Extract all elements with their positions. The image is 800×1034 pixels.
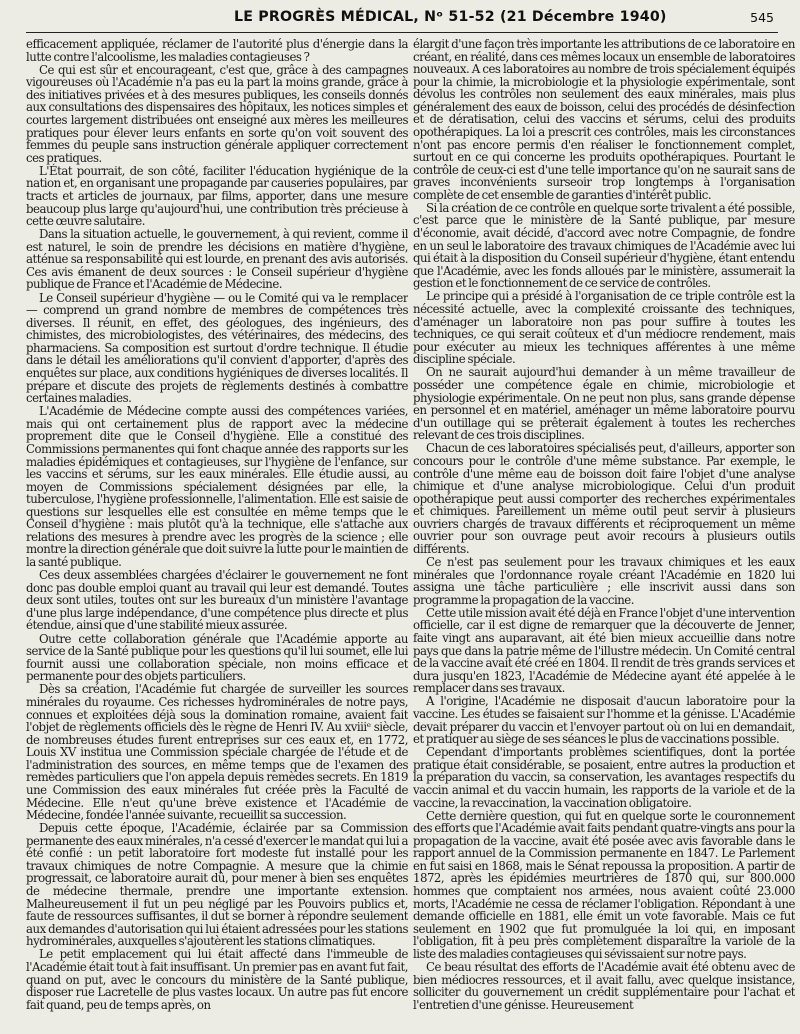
right-column [413,38,795,1028]
paragraph: Le Conseil supérieur d'hygiène — ou le Comité qui va le remplacer — comprend un grand nombre de membres de compétences très diverses. Il réunit, en effet, des géologues, des ingénieurs, des chimistes, des microbiologistes, des vétérinaires, des médecins, des pharmaciens. Sa composition est surtout d'ordre technique. Il étudie dans le détail les améliorations qu'il convient d'apporter, d'après des enquêtes sur place, aux conditions hygiéniques de diverses localités. Il prépare et discute des projets de règlements destinés à combattre certaines maladies. [26,290,408,406]
paragraph: Chacun de ces laboratoires spécialisés peut, d'ailleurs, apporter son concours pour le contrôle d'une même substance. Par exemple, le contrôle d'une même eau de boisson doit faire l'objet d'une analyse chimique et d'une analyse microbiologique. Celui d'un produit opothérapique peut aussi comporter des recherches expérimentales et chimiques. Pareillement un même outil peut servir à plusieurs ouvriers chargés de travaux différents et réciproquement un même ouvrier pour son ouvrage peut avoir recours à plusieurs outils différents. [413,441,795,556]
paragraph: L'Académie de Médecine compte aussi des compétences variées, mais qui ont certainement plus de rapport avec la médecine proprement dite que le Conseil d'hygiène. Elle a constitué des Commissions permanentes qui font chaque année des rapports sur les maladies épidémiques et contagieuses, sur l'hygiène de l'enfance, sur les vaccins et sérums, sur les eaux minérales. Elle étudie aussi, au moyen de Commissions spécialement désignées par elle, la tuberculose, l'hygiène professionnelle, l'alimentation. Elle est saisie de questions sur lesquelles elle est consultée en même temps que le Conseil d'hygiène : mais plutôt qu'à la technique, elle s'attache aux relations des mesures à prendre avec les progrès de la science ; elle montre la direction générale que doit suivre la lutte pour le maintien de la santé publique. [26,404,408,570]
paragraph: Ces deux assemblées chargées d'éclairer le gouvernement ne font donc pas double emploi quant au travail qui leur est demandé. Toutes deux sont utiles, toutes ont sur les bureaux d'un ministère l'avantage d'une plus large indépendance, d'une compétence plus directe et plus étendue, ainsi que d'une stabilité mieux assurée. [26,568,408,633]
paragraph: A l'origine, l'Académie ne disposait d'aucun laboratoire pour la vaccine. Les études se faisaient sur l'homme et la génisse. L'Académie devait préparer du vaccin et l'envoyer partout où on lui en demandait, et pratiquer au siège de ses séances le plus de vaccinations possible. [413,694,795,747]
paragraph: Cette utile mission avait été déjà en France l'objet d'une intervention officielle, car il est digne de remarquer que la découverte de Jenner, faite vingt ans auparavant, ait été bien mieux accueillie dans notre pays que dans la patrie même de l'illustre médecin. Un Comité central de la vaccine avait été créé en 1804. Il rendit de très grands services et dura jusqu'en 1823, l'Académie de Médecine ayant été appelée à le remplacer dans ses travaux. [413,605,795,696]
paragraph: Outre cette collaboration générale que l'Académie apporte au service de la Santé publique pour les questions qu'il lui soumet, elle lui fournit aussi une collaboration spéciale, non moins efficace et permanente pour des objets particuliers. [26,631,408,684]
paragraph: Dans la situation actuelle, le gouvernement, à qui revient, comme il est naturel, le soin de prendre les décisions en matière d'hygiène, atténue sa responsabilité qui est lourde, en prenant des avis autorisés. Ces avis émanent de deux sources : le Conseil supérieur d'hygiène publique de France et l'Académie de Médecine. [26,227,408,292]
paragraph: élargit d'une façon très importante les attributions de ce laboratoire en créant, en réalité, dans ces mêmes locaux un ensemble de laboratoires nouveaux. A ces laboratoires au nombre de trois spécialement équipés pour la chimie, la microbiologie et la physiologie expérimentale, sont dévolus les contrôles non seulement des eaux minérales, mais plus généralement des eaux de boisson, celui des procédés de désinfection et de dératisation, celui des vaccins et sérums, celui des produits opothérapiques. La loi a prescrit ces contrôles, mais les circonstances n'ont pas encore permis d'en réaliser le fonctionnement complet, surtout en ce qui concerne les produits opothérapiques. Pourtant le contrôle de ceux-ci est d'une telle importance qu'on ne saurait sans de graves inconvénients surseoir trop longtemps à l'organisation complète de cet ensemble de garanties d'intérêt public. [413,38,795,202]
paragraph: Dès sa création, l'Académie fut chargée de surveiller les sources minérales du royaume. Ces richesses hydrominérales de notre pays, connues et exploitées déjà sous la domination romaine, avaient fait l'objet de règlements officiels dès le règne de Henri IV. Au xviiiᵉ siècle, de nombreuses études furent entreprises sur ces eaux et, en 1772, Louis XV institua une Commission spéciale chargée de l'étude et de l'administration des sources, en même temps que de l'examen des remèdes particuliers que l'on appela depuis remèdes secrets. En 1819 une Commission des eaux minérales fut créée près la Faculté de Médecine. Elle n'eut qu'une brève existence et l'Académie de Médecine, fondée l'année suivante, recueillit sa succession. [26,682,408,823]
paragraph: On ne saurait aujourd'hui demander à un même travailleur de posséder une compétence égale en chimie, microbiologie et physiologie expérimentale. On ne peut non plus, sans grande dépense en personnel et en matériel, aménager un même laboratoire pourvu d'un outillage qui se prêterait également à toutes les recherches relevant de ces trois disciplines. [413,365,795,443]
paragraph: Cette dernière question, qui fut en quelque sorte le couronnement des efforts que l'Académie avait faits pendant quatre-vingts ans pour la propagation de la vaccine, avait été posée avec avis favorable dans le rapport annuel de la Commission permanente en 1847. Le Parlement en fut saisi en 1868, mais le Sénat repoussa la proposition. A partir de 1872, après les épidémies meurtrières de 1870 qui, sur 800.000 hommes que comptaient nos armées, nous avaient coûté 23.000 morts, l'Académie ne cessa de réclamer l'obligation. Répondant à une demande officielle en 1881, elle émit un vote favorable. Mais ce fut seulement en 1902 que fut promulguée la loi qui, en imposant l'obligation, fit à peu près complètement disparaître la variole de la liste des maladies contagieuses qui sévissaient sur notre pays. [413,808,795,961]
paragraph: efficacement appliquée, réclamer de l'autorité plus d'énergie dans la lutte contre l'alcoolisme, les maladies contagieuses ? [26,38,408,64]
paragraph: Ce beau résultat des efforts de l'Académie avait été obtenu avec de bien médiocres ressources, et il avait fallu, avec quelque insistance, solliciter du gouvernement un crédit supplémentaire pour l'achat et l'entretien d'une génisse. Heureusement [413,960,795,1012]
paragraph: Depuis cette époque, l'Académie, éclairée par sa Commission permanente des eaux minérales, n'a cessé d'exercer le mandat qui lui a été confié : un petit laboratoire fort modeste fut installé pour les travaux chimiques de notre Compagnie. A mesure que la chimie progressait, ce laboratoire aurait dû, pour mener à bien ses enquêtes de médecine thermale, prendre une importante extension. Malheureusement il fut un peu négligé par les Pouvoirs publics et, faute de ressources suffisantes, il dut se borner à répondre seulement aux demandes d'autorisation qui lui étaient adressées pour les stations hydrominérales, auxquelles s'ajoutèrent les stations climatiques. [26,821,408,949]
paragraph: Le principe qui a présidé à l'organisation de ce triple contrôle est la nécessité actuelle, avec la complexité croissante des techniques, d'aménager un laboratoire non pas pour suffire à toutes les techniques, ce qui serait coûteux et d'un médiocre rendement, mais pour exécuter au mieux les techniques afférentes à une même discipline spéciale. [413,289,795,367]
paragraph: Si la création de ce contrôle en quelque sorte trivalent a été possible, c'est parce que le ministère de la Santé publique, par mesure d'économie, avait décidé, d'accord avec notre Compagnie, de fondre en un seul le laboratoire des travaux chimiques de l'Académie avec lui qui était à la disposition du Conseil supérieur d'hygiène, étant entendu que l'Académie, avec les fonds alloués par le ministère, assumerait la gestion et le fonctionnement de ce service de contrôles. [413,200,795,291]
paragraph: Cependant d'importants problèmes scientifiques, dont la portée pratique était considérable, se posaient, entre autres la production et la préparation du vaccin, sa conservation, les avantages respectifs du vaccin animal et du vaccin humain, les rapports de la variole et de la vaccine, la revaccination, la vaccination obligatoire. [413,745,795,810]
page-number: 545 [750,10,774,25]
paragraph: L'État pourrait, de son côté, faciliter l'éducation hygiénique de la nation et, en organisant une propagande par causeries populaires, par tracts et articles de journaux, par films, apporter, dans une mesure beaucoup plus large qu'aujourd'hui, une contribution très précieuse à cette œuvre salutaire. [26,163,408,229]
paragraph: Le petit emplacement qui lui était affecté dans l'immeuble de l'Académie était tout à fait insuffisant. Un premier pas en avant fut fait, quand on put, avec le concours du ministère de la Santé publique, disposer rue Lacretelle de plus vastes locaux. Un autre pas fut encore fait quand, peu de temps après, on [26,947,408,1012]
paragraph: Ce n'est pas seulement pour les travaux chimiques et les eaux minérales que l'ordonnance royale créant l'Académie en 1820 lui assigna une tâche particulière ; elle inscrivit aussi dans son programme la propagation de la vaccine. [413,555,795,607]
paragraph: Ce qui est sûr et encourageant, c'est que, grâce à des campagnes vigoureuses où l'Académie n'a pas eu la part la moins grande, grâce à des initiatives privées et à des mesures publiques, les conseils donnés aux consultations des dispensaires des hôpitaux, les notices simples et courtes largement distribuées ont enseigné aux mères les meilleures pratiques pour élever leurs enfants en sorte qu'on voit souvent des femmes du peuple sans instruction générale appliquer correctement ces pratiques. [26,62,408,165]
left-column [26,38,408,1028]
running-head [26,7,778,33]
journal-title: LE PROGRÈS MÉDICAL, Nᵒ 51-52 (21 Décembre 1940) [234,9,667,25]
